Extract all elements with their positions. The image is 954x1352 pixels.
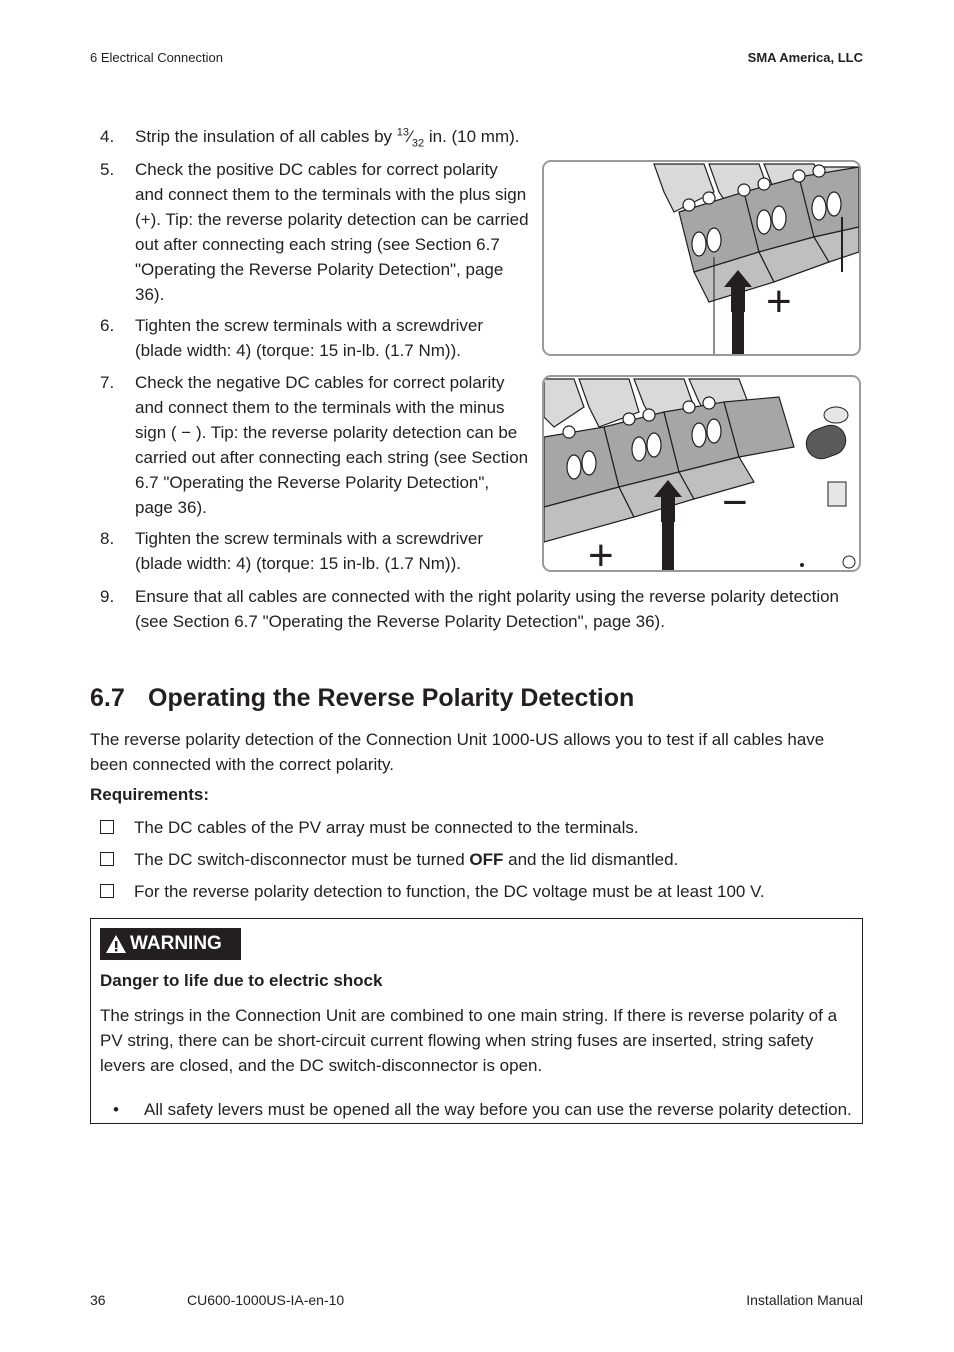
- requirement-text: For the reverse polarity detection to function, the DC voltage must be at least 100 V.: [134, 882, 765, 901]
- fraction-slash: ⁄: [409, 127, 412, 146]
- footer-page-number: 36: [90, 1292, 106, 1308]
- minus-symbol: −: [722, 478, 748, 527]
- bullet-icon: •: [113, 1100, 119, 1119]
- terminal-block-illustration: [544, 162, 859, 354]
- step-text: Tighten the screw terminals with a screwdriver (blade width: 4) (torque: 15 in-lb. (1.7 Nm)).: [135, 529, 483, 573]
- header-chapter: 6 Electrical Connection: [90, 50, 223, 65]
- step-text: Check the negative DC cables for correct polarity and connect them to the terminals with the minus sign ( − ). Tip: the reverse polarity detection can be carried out after connecting each string (see Section 6.7 "Operating the Reverse Polarity Detection", page 36).: [135, 373, 529, 517]
- requirement-item: [100, 815, 639, 840]
- requirements-title: Requirements:: [90, 785, 210, 804]
- section-intro: The reverse polarity detection of the Connection Unit 1000-US allows you to test if all cables have been connected with the correct polarity.: [90, 730, 825, 774]
- warning-triangle-icon: [105, 934, 127, 954]
- fraction-numerator: 13: [396, 126, 410, 139]
- step-number: 7.: [100, 373, 115, 392]
- plus-symbol: +: [588, 531, 614, 572]
- step-text: Check the positive DC cables for correct polarity and connect them to the terminals with the plus sign (+). Tip: the reverse polarity detection can be carried out after connecting each string (see Section 6.7 "Operating the Reverse Polarity Detection", page 36).: [135, 160, 529, 304]
- step-text: Ensure that all cables are connected with the right polarity using the reverse polarity detection (see Section 6.7 "Operating the Reverse Polarity Detection", page 36).: [135, 587, 840, 631]
- warning-text: The strings in the Connection Unit are combined to one main string. If there is reverse polarity of a PV string, there can be short-circuit current flowing when string fuses are inserted, string safety levers are closed, and the DC switch-disconnector is open.: [100, 1006, 838, 1075]
- step-number: 6.: [100, 316, 115, 335]
- warning-box: [90, 918, 863, 1124]
- warning-title: Danger to life due to electric shock: [100, 971, 383, 990]
- fraction-denominator: 32: [411, 137, 425, 150]
- footer-doc-id: CU600-1000US-IA-en-10: [187, 1292, 345, 1308]
- section-heading: [90, 684, 634, 713]
- section-title: Operating the Reverse Polarity Detection: [148, 684, 635, 712]
- off-keyword: OFF: [469, 850, 504, 869]
- footer-doc-type: Installation Manual: [746, 1292, 863, 1308]
- plus-symbol: +: [766, 277, 792, 326]
- header-company: SMA America, LLC: [747, 50, 863, 65]
- warning-bullet: • All safety levers must be opened all the way before you can use the reverse polarity detection.: [113, 1097, 858, 1122]
- step-number: 5.: [100, 160, 115, 179]
- step-number: 4.: [100, 127, 115, 146]
- step-number: 9.: [100, 587, 115, 606]
- step-text: Tighten the screw terminals with a screwdriver (blade width: 4) (torque: 15 in-lb. (1.7 Nm)).: [135, 316, 483, 360]
- checkbox-icon: [100, 820, 114, 834]
- checkbox-icon: [100, 884, 114, 898]
- requirement-item: [100, 879, 765, 904]
- requirement-text: The DC cables of the PV array must be connected to the terminals.: [134, 818, 639, 837]
- step-number: 8.: [100, 529, 115, 548]
- warning-label: WARNING: [100, 928, 241, 960]
- figure-negative-terminals: [542, 375, 861, 572]
- checkbox-icon: [100, 852, 114, 866]
- section-number: 6.7: [90, 684, 125, 712]
- requirement-item: The DC switch-disconnector must be turned OFF and the lid dismantled.: [100, 847, 678, 872]
- step-text: Strip the insulation of all cables by $^{13}⁄_{32}$ in. (10 mm).: [135, 126, 520, 150]
- figure-positive-terminals: [542, 160, 861, 356]
